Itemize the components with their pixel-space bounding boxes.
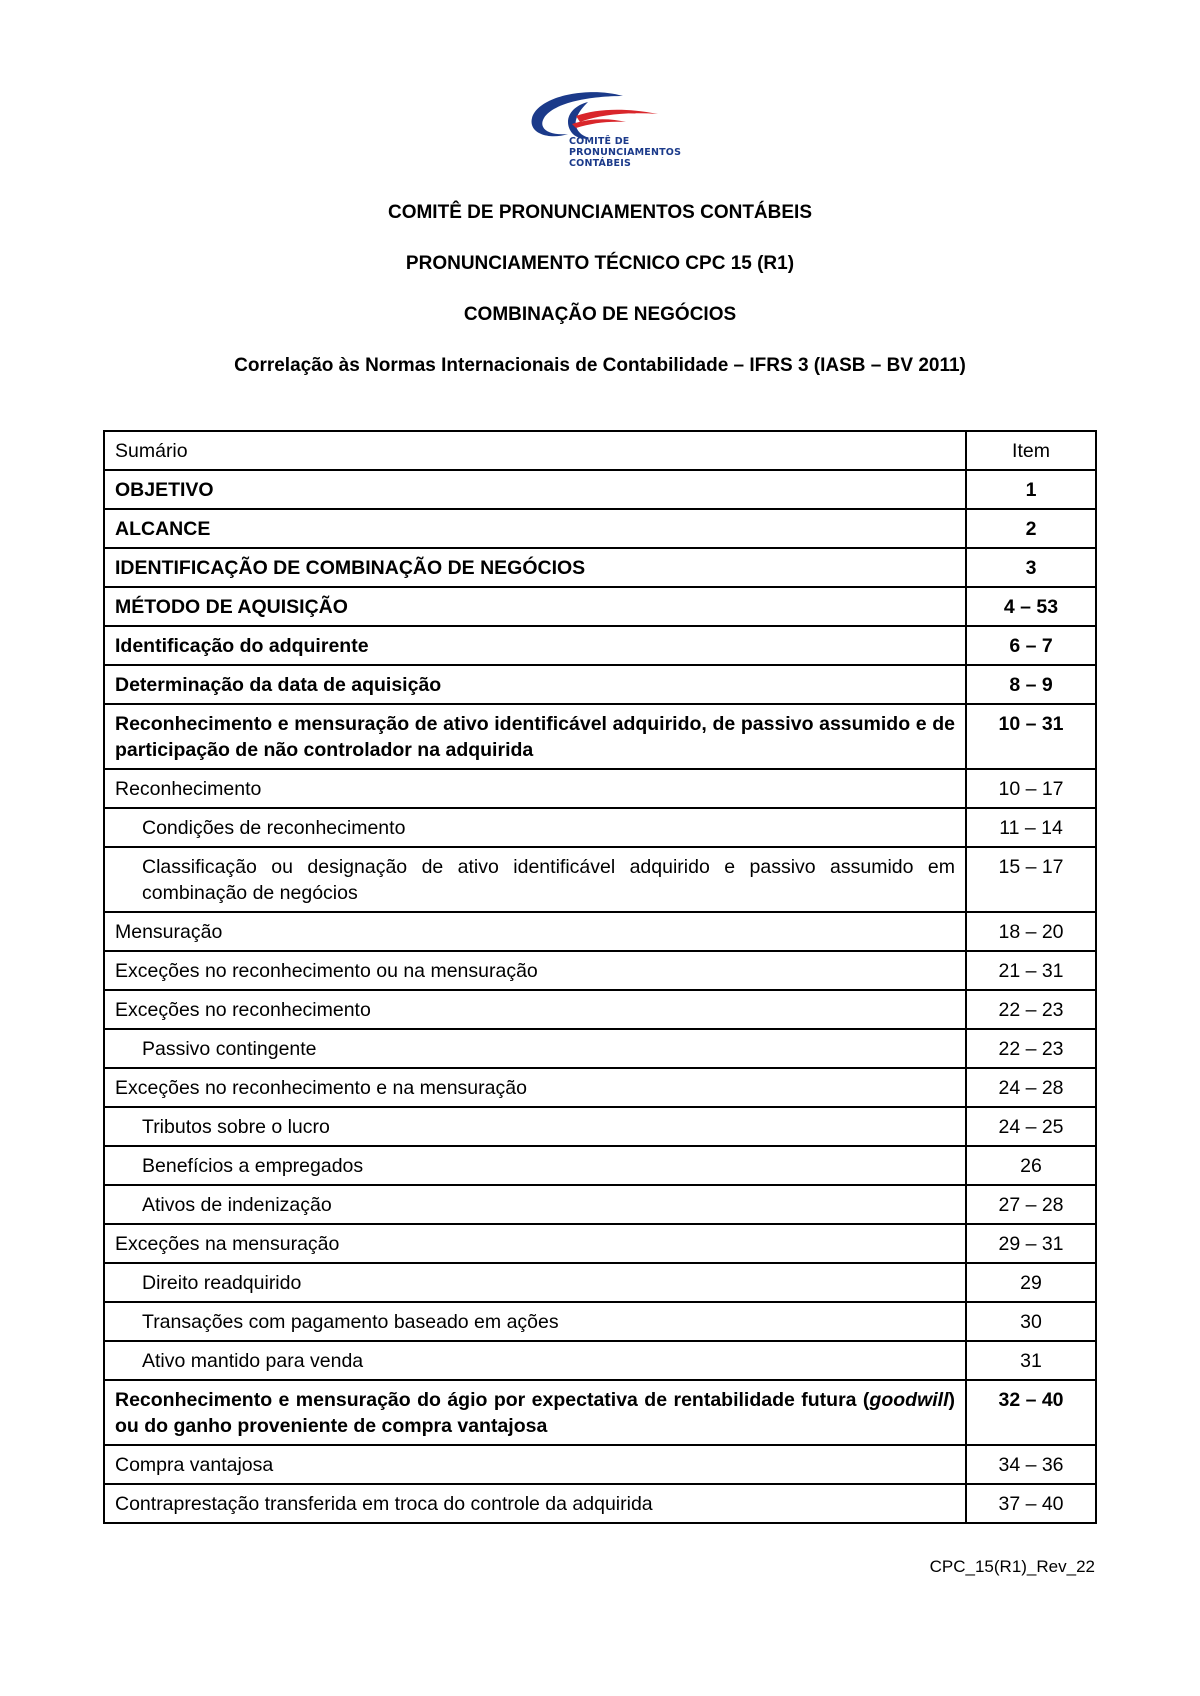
row-item: 22 – 23 [966,990,1096,1029]
row-label [104,1380,966,1445]
row-label: Reconhecimento [104,769,966,808]
table-row [104,1263,1096,1302]
row-item: 31 [966,1341,1096,1380]
row-label: Tributos sobre o lucro [142,1116,330,1138]
row-item: 11 – 14 [966,808,1096,847]
row-label-cell [104,1263,966,1302]
table-row [104,1107,1096,1146]
row-label-cell [104,1341,966,1380]
table-row [104,912,1096,951]
row-label: Contraprestação transferida em troca do controle da adquirida [104,1484,966,1523]
row-label-post: ) ou do ganho proveniente de compra vantajosa [115,1389,955,1437]
correlation-subtitle: Correlação às Normas Internacionais de Contabilidade – IFRS 3 (IASB – BV 2011) [234,355,966,376]
row-item: 26 [966,1146,1096,1185]
row-label-cell [104,1302,966,1341]
table-row [104,470,1096,509]
row-item: 30 [966,1302,1096,1341]
row-label-emphasis: goodwill [869,1389,949,1411]
row-label-cell [104,1146,966,1185]
table-row [104,1224,1096,1263]
row-label-cell [104,847,966,912]
row-label: Identificação do adquirente [104,626,966,665]
table-header-row [104,431,1096,470]
table-row [104,1380,1096,1445]
row-item: 34 – 36 [966,1445,1096,1484]
row-item: 10 – 17 [966,769,1096,808]
row-label-cell [104,1107,966,1146]
row-label: Condições de reconhecimento [142,817,406,839]
row-item: 8 – 9 [966,665,1096,704]
org-title: COMITÊ DE PRONUNCIAMENTOS CONTÁBEIS [387,202,812,223]
row-label: MÉTODO DE AQUISIÇÃO [104,587,966,626]
row-label: Reconhecimento e mensuração de ativo identificável adquirido, de passivo assumido e de participação de não controlador na adquirida [104,704,966,769]
row-item: 37 – 40 [966,1484,1096,1523]
row-item: 27 – 28 [966,1185,1096,1224]
col-summary-header: Sumário [104,431,966,470]
row-item: 29 – 31 [966,1224,1096,1263]
row-label: Classificação ou designação de ativo identificável adquirido e passivo assumido em combinação de negócios [142,856,955,904]
row-label: Direito readquirido [142,1272,302,1294]
row-label: Determinação da data de aquisição [104,665,966,704]
table-row [104,1445,1096,1484]
table-row [104,1146,1096,1185]
cpc-logo [528,88,688,176]
row-label-cell [104,1029,966,1068]
logo-text: COMITÊ DE PRONUNCIAMENTOS CONTÁBEIS [569,136,682,169]
row-label: Exceções no reconhecimento [104,990,966,1029]
row-item: 1 [966,470,1096,509]
table-row [104,951,1096,990]
row-label: ALCANCE [104,509,966,548]
table-row [104,548,1096,587]
row-label-cell [104,1185,966,1224]
table-row [104,990,1096,1029]
table-row [104,808,1096,847]
row-item: 24 – 28 [966,1068,1096,1107]
row-item: 3 [966,548,1096,587]
pronouncement-title: PRONUNCIAMENTO TÉCNICO CPC 15 (R1) [405,253,795,274]
row-label: Exceções no reconhecimento e na mensuração [104,1068,966,1107]
row-label: Ativo mantido para venda [142,1350,364,1372]
table-row [104,587,1096,626]
row-item: 32 – 40 [966,1380,1096,1445]
col-item-header: Item [966,431,1096,470]
row-item: 24 – 25 [966,1107,1096,1146]
table-row [104,1068,1096,1107]
row-label: OBJETIVO [104,470,966,509]
row-item: 21 – 31 [966,951,1096,990]
row-item: 15 – 17 [966,847,1096,912]
table-row [104,509,1096,548]
table-row [104,1341,1096,1380]
row-item: 4 – 53 [966,587,1096,626]
row-label: Compra vantajosa [104,1445,966,1484]
row-item: 18 – 20 [966,912,1096,951]
row-label-cell [104,808,966,847]
row-label-pre: Reconhecimento e mensuração do ágio por expectativa de rentabilidade futura ( [115,1389,870,1411]
row-label: IDENTIFICAÇÃO DE COMBINAÇÃO DE NEGÓCIOS [104,548,966,587]
table-row [104,847,1096,912]
row-label: Transações com pagamento baseado em ações [142,1311,559,1333]
table-row [104,1185,1096,1224]
row-item: 29 [966,1263,1096,1302]
row-label: Benefícios a empregados [142,1155,364,1177]
summary-table [103,430,1097,1524]
document-code: CPC_15(R1)_Rev_22 [929,1557,1095,1576]
table-row [104,626,1096,665]
row-item: 22 – 23 [966,1029,1096,1068]
table-row [104,769,1096,808]
row-label: Ativos de indenização [142,1194,332,1216]
row-label: Mensuração [104,912,966,951]
row-label: Passivo contingente [142,1038,317,1060]
row-item: 10 – 31 [966,704,1096,769]
row-item: 2 [966,509,1096,548]
table-row [104,1029,1096,1068]
row-label: Exceções na mensuração [104,1224,966,1263]
row-label: Exceções no reconhecimento ou na mensuração [104,951,966,990]
row-item: 6 – 7 [966,626,1096,665]
table-row [104,665,1096,704]
table-row [104,1484,1096,1523]
table-row [104,704,1096,769]
subject-title: COMBINAÇÃO DE NEGÓCIOS [463,304,737,325]
table-row [104,1302,1096,1341]
